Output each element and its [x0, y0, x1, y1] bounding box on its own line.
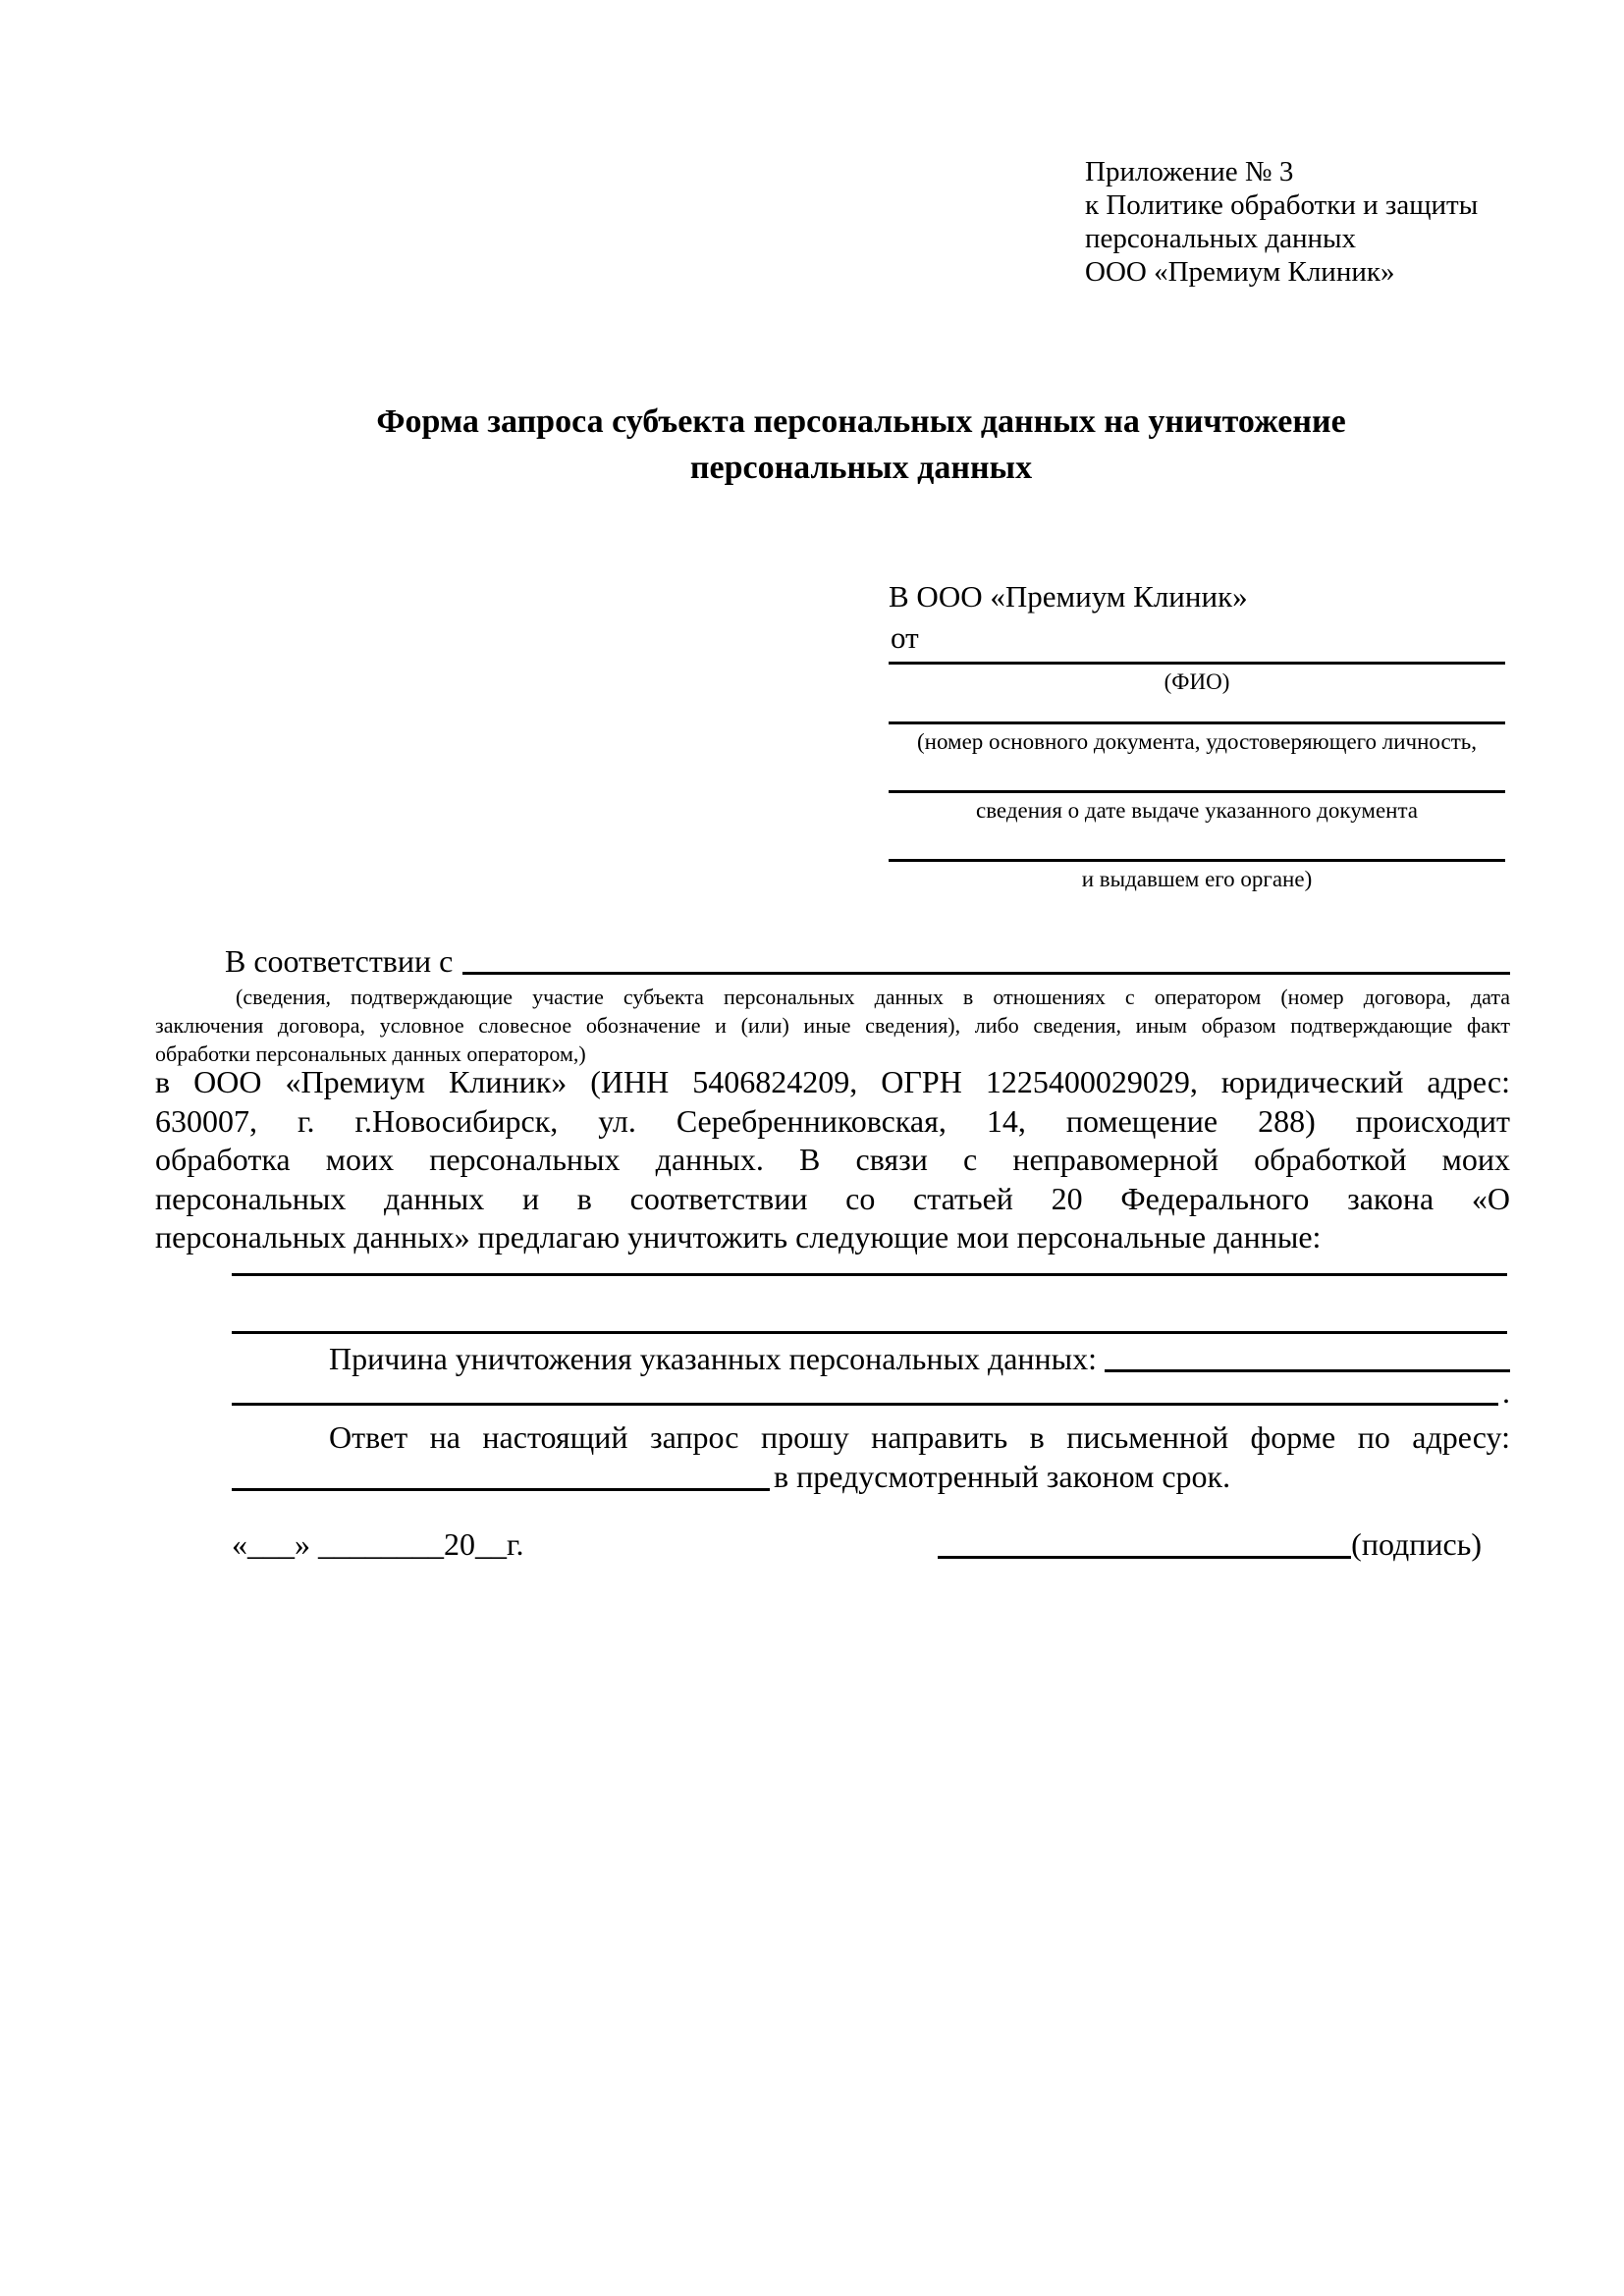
response-line-2 [155, 1457, 1510, 1496]
signature-fill-line [938, 1556, 1351, 1559]
accordance-label: В соответствии с [225, 943, 454, 979]
accordance-note [155, 983, 1510, 1068]
signature-caption: (подпись) [1351, 1526, 1482, 1562]
issuing-authority-fill-line [889, 859, 1505, 862]
reason-period: . [1502, 1374, 1510, 1410]
addressee-from-label: от [891, 620, 919, 655]
header-line: Приложение № 3 [1085, 156, 1294, 187]
header-line: к Политике обработки и защиты [1085, 189, 1479, 221]
text-line: персональных данных» предлагаю уничтожить следующие мои персональные данные: [155, 1219, 1322, 1255]
response-line-2-tail: в предусмотренный законом срок. [774, 1459, 1231, 1494]
text-line: заключения договора, условное словесное обозначение и (или) иные сведения), либо сведения, иным образом подтверждающие факт [155, 1013, 1510, 1038]
header-line: персональных данных [1085, 223, 1357, 254]
reason-row [155, 1341, 1510, 1377]
text-line: в ООО «Премиум Клиник» (ИНН 5406824209, ОГРН 1225400029029, юридический адрес: [155, 1064, 1510, 1099]
document-title: Форма запроса субъекта персональных данных на уничтожение персональных данных [376, 403, 1346, 486]
header-line: ООО «Премиум Клиник» [1085, 256, 1395, 288]
accordance-row [155, 943, 1510, 980]
response-address-fill-line [232, 1488, 770, 1491]
text-line: (сведения, подтверждающие участие субъекта персональных данных в отношениях с оператором (номер договора, дата [236, 985, 1510, 1009]
response-paragraph [155, 1417, 1510, 1496]
reason-label: Причина уничтожения указанных персональных данных: [329, 1341, 1098, 1376]
signature-row [155, 1524, 1510, 1564]
fio-caption: (ФИО) [1164, 669, 1230, 694]
main-paragraph [155, 1063, 1510, 1257]
text-line: персональных данных и в соответствии со статьей 20 Федерального закона «О [155, 1180, 1510, 1216]
issue-date-fill-line [889, 790, 1505, 793]
text-line: обработки персональных данных оператором,) [155, 1041, 586, 1066]
fio-fill-line [889, 662, 1505, 665]
issue-date-caption: сведения о дате выдаче указанного документа [975, 798, 1419, 823]
accordance-fill-line [462, 972, 1510, 975]
issuing-authority-caption: и выдавшем его органе) [1081, 867, 1313, 891]
reason-continuation-fill-line [232, 1403, 1498, 1406]
header-block [1085, 155, 1478, 289]
text-line: 630007, г. г.Новосибирск, ул. Серебренниковская, 14, помещение 288) происходит [155, 1102, 1510, 1139]
addressee-to: В ООО «Премиум Клиник» [889, 579, 1248, 614]
doc-number-caption: (номер основного документа, удостоверяющего личность, [916, 729, 1477, 754]
date-line: «___» ________20__г. [232, 1526, 524, 1562]
response-line-1: Ответ на настоящий запрос прошу направить в письменной форме по адресу: [329, 1419, 1510, 1455]
personal-data-fill-line-2 [232, 1331, 1507, 1334]
personal-data-fill-line-1 [232, 1273, 1507, 1276]
doc-number-fill-line [889, 721, 1505, 724]
reason-fill-line [1105, 1369, 1510, 1372]
text-line: обработка моих персональных данных. В связи с неправомерной обработкой моих [155, 1142, 1510, 1177]
reason-continuation-row [155, 1374, 1510, 1411]
